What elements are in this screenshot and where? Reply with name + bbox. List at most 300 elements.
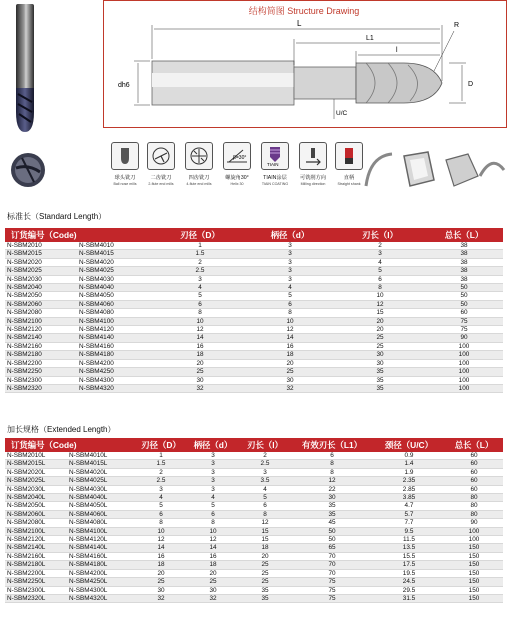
milling-direction-icon: [299, 142, 327, 170]
code-two-flute: N-SBM2300L: [7, 586, 46, 594]
helix-icon-text: β=30°: [233, 155, 247, 161]
table-row: [5, 485, 503, 493]
code-two-flute: N-SBM2025L: [7, 477, 46, 485]
value-cell: 45: [291, 519, 373, 527]
code-two-flute: N-SBM2050: [7, 292, 42, 300]
feature-helix: [218, 142, 256, 186]
value-cell: 16: [135, 552, 187, 560]
value-cell: 4: [187, 494, 239, 502]
table-row: [5, 334, 503, 342]
code-two-flute: N-SBM2080L: [7, 519, 46, 527]
value-cell: 25: [335, 334, 425, 342]
value-cell: 50: [425, 284, 503, 292]
value-cell: 30: [335, 359, 425, 367]
code-two-flute: N-SBM2015: [7, 250, 42, 258]
standard-table-body: [5, 242, 503, 393]
code-four-flute: N-SBM4050: [79, 292, 114, 300]
value-cell: 3: [135, 485, 187, 493]
value-cell: 20: [239, 552, 291, 560]
feature-four-flute: [180, 142, 218, 186]
value-cell: 17.5: [373, 561, 445, 569]
feature-cn: 球头铣刀: [114, 175, 136, 181]
value-cell: 150: [445, 569, 503, 577]
value-cell: 14: [187, 544, 239, 552]
code-four-flute: N-SBM4140: [79, 334, 114, 342]
value-cell: 50: [291, 527, 373, 535]
label-UC: U/C: [336, 110, 348, 117]
value-cell: 150: [445, 578, 503, 586]
label-l: l: [396, 47, 398, 54]
value-cell: 4: [245, 284, 335, 292]
value-cell: 30: [155, 376, 245, 384]
value-cell: 70: [291, 552, 373, 560]
value-cell: 30: [245, 376, 335, 384]
code-two-flute: N-SBM2010L: [7, 452, 46, 459]
value-cell: 25: [239, 561, 291, 569]
value-cell: 20: [335, 317, 425, 325]
code-four-flute: N-SBM4050L: [69, 502, 108, 510]
value-cell: 50: [291, 536, 373, 544]
code-four-flute: N-SBM4250L: [69, 578, 108, 586]
table-row: [5, 452, 503, 460]
code-four-flute: N-SBM4030L: [69, 485, 108, 493]
value-cell: 5: [135, 502, 187, 510]
code-four-flute: N-SBM4040: [79, 284, 114, 292]
code-four-flute: N-SBM4320: [79, 384, 114, 392]
label-dh6: dh6: [118, 82, 130, 89]
code-two-flute: N-SBM2250: [7, 368, 42, 376]
value-cell: 35: [239, 586, 291, 594]
code-four-flute: N-SBM4100: [79, 317, 114, 325]
value-cell: 150: [445, 552, 503, 560]
value-cell: 18: [135, 561, 187, 569]
value-cell: 20: [335, 326, 425, 334]
value-cell: 80: [445, 502, 503, 510]
value-cell: 8: [291, 460, 373, 468]
code-cell: [5, 452, 135, 460]
coating-icon: [261, 142, 289, 170]
code-four-flute: N-SBM4015: [79, 250, 114, 258]
value-cell: 32: [155, 384, 245, 392]
value-cell: 5: [187, 502, 239, 510]
value-cell: 30: [135, 586, 187, 594]
value-cell: 22: [291, 485, 373, 493]
value-cell: 70: [291, 569, 373, 577]
code-four-flute: N-SBM4025: [79, 267, 114, 275]
value-cell: 75: [291, 586, 373, 594]
value-cell: 0.9: [373, 452, 445, 460]
value-cell: 150: [445, 594, 503, 602]
table-row: [5, 275, 503, 283]
value-cell: 10: [335, 292, 425, 300]
value-cell: 60: [445, 485, 503, 493]
code-two-flute: N-SBM2160L: [7, 552, 46, 560]
value-cell: 3: [155, 275, 245, 283]
table-row: [5, 384, 503, 392]
value-cell: 14: [155, 334, 245, 342]
code-cell: [5, 477, 135, 485]
value-cell: 6: [155, 300, 245, 308]
coating-icon-text: TIAIN: [267, 162, 279, 167]
value-cell: 19.5: [373, 569, 445, 577]
value-cell: 5.7: [373, 510, 445, 518]
code-cell: [5, 384, 155, 392]
straight-shank-icon: [335, 142, 363, 170]
value-cell: 8: [187, 519, 239, 527]
table-row: [5, 267, 503, 275]
code-four-flute: N-SBM4180: [79, 351, 114, 359]
table-row: [5, 368, 503, 376]
label-L1: L1: [366, 35, 374, 42]
code-cell: [5, 309, 155, 317]
code-cell: [5, 468, 135, 476]
value-cell: 60: [445, 468, 503, 476]
value-cell: 12: [245, 326, 335, 334]
value-cell: 100: [425, 342, 503, 350]
value-cell: 3: [187, 460, 239, 468]
code-four-flute: N-SBM4020L: [69, 468, 108, 476]
value-cell: 18: [155, 351, 245, 359]
code-cell: [5, 317, 155, 325]
feature-ball-nose: [106, 142, 144, 186]
value-cell: 3: [245, 267, 335, 275]
table-row: [5, 586, 503, 594]
value-cell: 3: [239, 468, 291, 476]
value-cell: 25: [187, 578, 239, 586]
value-cell: 30: [187, 586, 239, 594]
drawing-schematic: [104, 1, 506, 127]
value-cell: 2: [155, 258, 245, 266]
value-cell: 80: [445, 510, 503, 518]
value-cell: 20: [135, 569, 187, 577]
value-cell: 100: [425, 384, 503, 392]
value-cell: 100: [425, 376, 503, 384]
value-cell: 35: [335, 384, 425, 392]
value-cell: 75: [291, 578, 373, 586]
four-flute-icon: [185, 142, 213, 170]
code-two-flute: N-SBM2140L: [7, 544, 46, 552]
extended-table-body: [5, 452, 503, 603]
code-two-flute: N-SBM2100L: [7, 527, 46, 535]
value-cell: 75: [425, 326, 503, 334]
value-cell: 100: [445, 536, 503, 544]
col-shank-diameter: 柄径（d）: [245, 228, 335, 242]
value-cell: 15: [335, 309, 425, 317]
code-cell: [5, 536, 135, 544]
value-cell: 5: [239, 494, 291, 502]
value-cell: 7.7: [373, 519, 445, 527]
value-cell: 150: [445, 586, 503, 594]
code-cell: [5, 334, 155, 342]
value-cell: 20: [155, 359, 245, 367]
value-cell: 3: [187, 468, 239, 476]
code-four-flute: N-SBM4140L: [69, 544, 108, 552]
table-row: [5, 527, 503, 535]
code-cell: [5, 326, 155, 334]
col-cutting-diameter: 刃径（D）: [135, 438, 187, 452]
value-cell: 100: [425, 359, 503, 367]
code-cell: [5, 510, 135, 518]
code-cell: [5, 502, 135, 510]
ball-nose-icon: [111, 142, 139, 170]
value-cell: 16: [155, 342, 245, 350]
table-row: [5, 536, 503, 544]
code-cell: [5, 258, 155, 266]
value-cell: 38: [425, 242, 503, 250]
code-two-flute: N-SBM2160: [7, 342, 42, 350]
table-row: [5, 552, 503, 560]
value-cell: 60: [445, 452, 503, 460]
helix-angle-icon: [223, 142, 251, 170]
value-cell: 10: [155, 317, 245, 325]
machining-shapes-illustration: [362, 146, 507, 192]
code-four-flute: N-SBM4320L: [69, 594, 108, 602]
code-two-flute: N-SBM2030L: [7, 485, 46, 493]
table-row: [5, 494, 503, 502]
value-cell: 4: [155, 284, 245, 292]
standard-length-table: [5, 228, 503, 393]
code-cell: [5, 594, 135, 602]
col-overall-length: 总长（L）: [445, 438, 503, 452]
code-two-flute: N-SBM2120L: [7, 536, 46, 544]
table-row: [5, 342, 503, 350]
value-cell: 24.5: [373, 578, 445, 586]
value-cell: 8: [239, 510, 291, 518]
value-cell: 2: [239, 452, 291, 460]
code-cell: [5, 569, 135, 577]
value-cell: 29.5: [373, 586, 445, 594]
feature-en: TIAIN COATING: [261, 181, 289, 186]
value-cell: 25: [135, 578, 187, 586]
col-overall-length: 总长（L）: [425, 228, 503, 242]
value-cell: 4: [239, 485, 291, 493]
code-four-flute: N-SBM4030: [79, 275, 114, 283]
value-cell: 2.5: [135, 477, 187, 485]
value-cell: 1.9: [373, 468, 445, 476]
code-four-flute: N-SBM4060: [79, 300, 114, 308]
code-two-flute: N-SBM2100: [7, 317, 42, 325]
code-two-flute: N-SBM2200: [7, 359, 42, 367]
value-cell: 3: [245, 250, 335, 258]
value-cell: 2: [135, 468, 187, 476]
value-cell: 11.5: [373, 536, 445, 544]
value-cell: 38: [425, 275, 503, 283]
value-cell: 25: [245, 368, 335, 376]
value-cell: 8: [335, 284, 425, 292]
value-cell: 50: [425, 292, 503, 300]
code-four-flute: N-SBM4020: [79, 258, 114, 266]
table-row: [5, 292, 503, 300]
feature-en: 2-flute end mills: [148, 181, 174, 186]
table-row: [5, 376, 503, 384]
code-cell: [5, 368, 155, 376]
feature-en: 4-flute end mills: [186, 181, 212, 186]
value-cell: 32: [245, 384, 335, 392]
col-code: 订货编号（Code): [5, 438, 135, 452]
value-cell: 70: [291, 561, 373, 569]
table-row: [5, 284, 503, 292]
value-cell: 3: [245, 258, 335, 266]
value-cell: 12: [187, 536, 239, 544]
value-cell: 50: [425, 300, 503, 308]
code-two-flute: N-SBM2040L: [7, 494, 46, 502]
col-code: 订货编号（Code): [5, 228, 155, 242]
code-two-flute: N-SBM2020L: [7, 468, 46, 476]
value-cell: 1: [135, 452, 187, 460]
value-cell: 15: [239, 527, 291, 535]
code-four-flute: N-SBM4160: [79, 342, 114, 350]
code-cell: [5, 485, 135, 493]
value-cell: 25: [155, 368, 245, 376]
code-cell: [5, 250, 155, 258]
table-row: [5, 242, 503, 250]
code-two-flute: N-SBM2180: [7, 351, 42, 359]
col-effective-length: 有效刃长（L1）: [291, 438, 373, 452]
code-four-flute: N-SBM4025L: [69, 477, 108, 485]
code-two-flute: N-SBM2320: [7, 384, 42, 392]
feature-cn: 直柄: [343, 175, 355, 181]
code-cell: [5, 342, 155, 350]
code-two-flute: N-SBM2080: [7, 309, 42, 317]
code-cell: [5, 460, 135, 468]
value-cell: 150: [445, 561, 503, 569]
value-cell: 20: [187, 569, 239, 577]
value-cell: 3: [335, 250, 425, 258]
value-cell: 25: [239, 569, 291, 577]
feature-cn: 四齿铣刀: [188, 175, 210, 181]
code-two-flute: N-SBM2120: [7, 326, 42, 334]
code-four-flute: N-SBM4120L: [69, 536, 108, 544]
code-four-flute: N-SBM4120: [79, 326, 114, 334]
feature-cn: 螺旋角30°: [225, 175, 249, 181]
value-cell: 16: [245, 342, 335, 350]
value-cell: 80: [445, 494, 503, 502]
feature-cn: 二齿铣刀: [150, 175, 172, 181]
value-cell: 32: [187, 594, 239, 602]
code-cell: [5, 267, 155, 275]
value-cell: 18: [245, 351, 335, 359]
extended-length-table: [5, 438, 503, 603]
value-cell: 30: [291, 494, 373, 502]
value-cell: 2: [335, 242, 425, 250]
table-row: [5, 300, 503, 308]
col-flute-length: 刃长（l）: [239, 438, 291, 452]
value-cell: 9.5: [373, 527, 445, 535]
code-two-flute: N-SBM2200L: [7, 569, 46, 577]
table-row: [5, 326, 503, 334]
code-cell: [5, 519, 135, 527]
feature-en: Ball nose mills: [113, 181, 137, 186]
value-cell: 90: [445, 519, 503, 527]
value-cell: 6: [187, 510, 239, 518]
table-row: [5, 477, 503, 485]
code-four-flute: N-SBM4040L: [69, 494, 108, 502]
value-cell: 12: [335, 300, 425, 308]
table-row: [5, 317, 503, 325]
value-cell: 35: [291, 502, 373, 510]
ball-tip-photo: [8, 148, 48, 190]
value-cell: 31.5: [373, 594, 445, 602]
feature-cn: TIAIN涂层: [263, 175, 287, 181]
code-four-flute: N-SBM4200L: [69, 569, 108, 577]
table-row: [5, 351, 503, 359]
value-cell: 150: [445, 544, 503, 552]
value-cell: 3: [187, 485, 239, 493]
code-two-flute: N-SBM2040: [7, 284, 42, 292]
code-two-flute: N-SBM2300: [7, 376, 42, 384]
feature-cn: 可铣削方向: [300, 175, 326, 181]
value-cell: 14: [135, 544, 187, 552]
value-cell: 6: [335, 275, 425, 283]
code-cell: [5, 284, 155, 292]
value-cell: 35: [335, 376, 425, 384]
value-cell: 15: [239, 536, 291, 544]
table-row: [5, 569, 503, 577]
two-flute-icon: [147, 142, 175, 170]
value-cell: 14: [245, 334, 335, 342]
feature-coating: [256, 142, 294, 186]
feature-two-flute: [142, 142, 180, 186]
value-cell: 10: [187, 527, 239, 535]
code-two-flute: N-SBM2250L: [7, 578, 46, 586]
feature-en: Milling direction: [300, 181, 326, 186]
table-row: [5, 561, 503, 569]
value-cell: 6: [135, 510, 187, 518]
value-cell: 16: [187, 552, 239, 560]
code-four-flute: N-SBM4100L: [69, 527, 108, 535]
col-flute-length: 刃长（l）: [335, 228, 425, 242]
value-cell: 1.5: [155, 250, 245, 258]
value-cell: 35: [335, 368, 425, 376]
value-cell: 8: [135, 519, 187, 527]
value-cell: 13.5: [373, 544, 445, 552]
value-cell: 3.85: [373, 494, 445, 502]
feature-en: Straight shank: [337, 181, 361, 186]
feature-en: Helix 30: [230, 181, 244, 186]
value-cell: 20: [245, 359, 335, 367]
table-row: [5, 544, 503, 552]
table-row: [5, 502, 503, 510]
code-cell: [5, 586, 135, 594]
table-row: [5, 510, 503, 518]
table-row: [5, 460, 503, 468]
end-mill-photo: [12, 2, 38, 134]
value-cell: 10: [135, 527, 187, 535]
table-row: [5, 519, 503, 527]
standard-section-title: 标准长（Standard Length）: [7, 212, 107, 221]
col-shank-diameter: 柄径（d）: [187, 438, 239, 452]
value-cell: 90: [425, 334, 503, 342]
code-four-flute: N-SBM4010: [79, 242, 114, 249]
value-cell: 18: [187, 561, 239, 569]
value-cell: 35: [239, 594, 291, 602]
value-cell: 2.5: [155, 267, 245, 275]
value-cell: 12: [239, 519, 291, 527]
value-cell: 8: [291, 468, 373, 476]
code-four-flute: N-SBM4250: [79, 368, 114, 376]
value-cell: 1: [155, 242, 245, 250]
value-cell: 100: [425, 351, 503, 359]
code-four-flute: N-SBM4015L: [69, 460, 108, 468]
value-cell: 3: [187, 477, 239, 485]
col-neck-diameter: 颈径（U/C）: [373, 438, 445, 452]
code-two-flute: N-SBM2140: [7, 334, 42, 342]
code-two-flute: N-SBM2180L: [7, 561, 46, 569]
code-cell: [5, 376, 155, 384]
value-cell: 3: [187, 452, 239, 460]
value-cell: 3.5: [239, 477, 291, 485]
value-cell: 60: [425, 309, 503, 317]
